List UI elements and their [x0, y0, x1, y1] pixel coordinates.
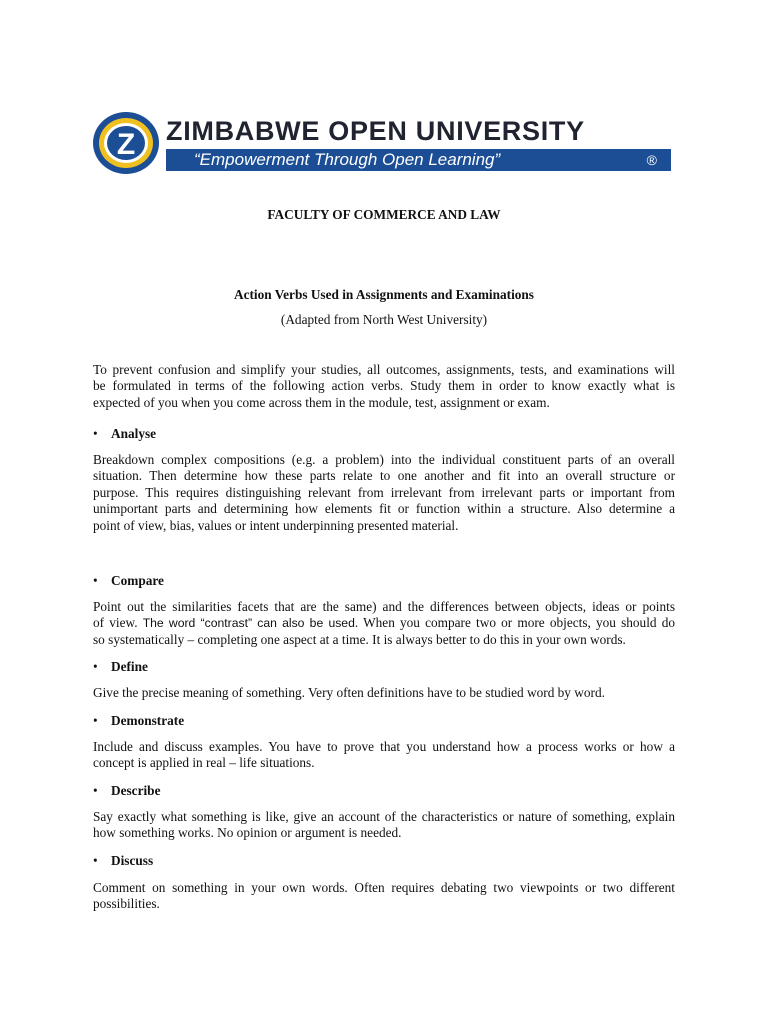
- text-line: point of view, bias, values or intent underpinning presented material.: [93, 517, 459, 533]
- text-line: expected of you when you come across them in the module, test, assignment or exam.: [93, 394, 550, 410]
- university-name: ZIMBABWE OPEN UNIVERSITY: [166, 116, 585, 146]
- text-line: of view. The word “contrast” can also be used. When you compare two or more objects, you should do: [93, 615, 675, 631]
- verb-heading-define: • Define: [93, 659, 148, 674]
- faculty-heading: FACULTY OF COMMERCE AND LAW: [267, 207, 501, 222]
- verb-heading-compare: • Compare: [93, 573, 164, 588]
- text-line: Say exactly what something is like, give an account of the characteristics or nature of something, explain: [93, 809, 675, 824]
- verb-definition-define: [93, 685, 675, 701]
- university-emblem-icon: [92, 111, 160, 175]
- bullet-icon: •: [93, 713, 98, 728]
- verb-definition-describe: [93, 809, 675, 842]
- text-line: how something works. No opinion or argument is needed.: [93, 825, 402, 841]
- verb-definition-discuss: [93, 880, 675, 913]
- text-line: situation. Then determine how these parts relate to one another and fit into an overall structure or: [93, 468, 675, 484]
- text-line: purpose. This requires distinguishing relevant from irrelevant from irrelevant parts or important from: [93, 484, 675, 500]
- text-line: unimportant parts and determining how elements fit or function within a structure. Also determine a: [93, 501, 675, 517]
- university-logo: [92, 111, 676, 175]
- registered-mark: ®: [646, 152, 657, 168]
- bullet-icon: •: [93, 659, 98, 674]
- verb-heading-demonstrate: • Demonstrate: [93, 713, 185, 728]
- verb-definition-compare: [93, 599, 675, 648]
- verb-definition-analyse: [93, 452, 675, 534]
- text-line: Give the precise meaning of something. Very often definitions have to be studied word by word.: [93, 685, 605, 700]
- document-title: Action Verbs Used in Assignments and Examinations: [234, 287, 534, 302]
- text-line: possibilities.: [93, 896, 160, 912]
- text-line: Comment on something in your own words. Often requires debating two viewpoints or two different: [93, 880, 675, 895]
- intro-paragraph: [93, 362, 675, 411]
- text-line: Point out the similarities facets that are the same) and the differences between objects, ideas or points: [93, 599, 675, 614]
- verb-heading-describe: • Describe: [93, 783, 161, 798]
- bullet-icon: •: [93, 853, 98, 868]
- tagline-bar: [166, 149, 671, 171]
- verb-heading-analyse: • Analyse: [93, 426, 157, 441]
- svg-text:Z: Z: [116, 128, 136, 161]
- bullet-icon: •: [93, 783, 98, 798]
- text-line: To prevent confusion and simplify your studies, all outcomes, assignments, tests, and examinations will: [93, 362, 675, 377]
- bullet-icon: •: [93, 426, 98, 441]
- tagline: “Empowerment Through Open Learning”: [194, 150, 501, 169]
- text-line: concept is applied in real – life situations.: [93, 755, 315, 771]
- document-subtitle: (Adapted from North West University): [280, 312, 488, 327]
- text-line: Include and discuss examples. You have to prove that you understand how a process works or how a: [93, 739, 675, 754]
- text-line: be formulated in terms of the following action verbs. Study them in order to know exactly what is: [93, 378, 675, 394]
- bullet-icon: •: [93, 573, 98, 588]
- text-line: Breakdown complex compositions (e.g. a problem) into the individual constituent parts of an overall: [93, 452, 675, 467]
- text-line: so systematically – completing one aspect at a time. It is always better to do this in your own words.: [93, 631, 626, 647]
- verb-definition-demonstrate: [93, 739, 675, 772]
- inserted-note: The word “contrast” can also be used: [142, 616, 355, 631]
- verb-heading-discuss: • Discuss: [93, 853, 154, 868]
